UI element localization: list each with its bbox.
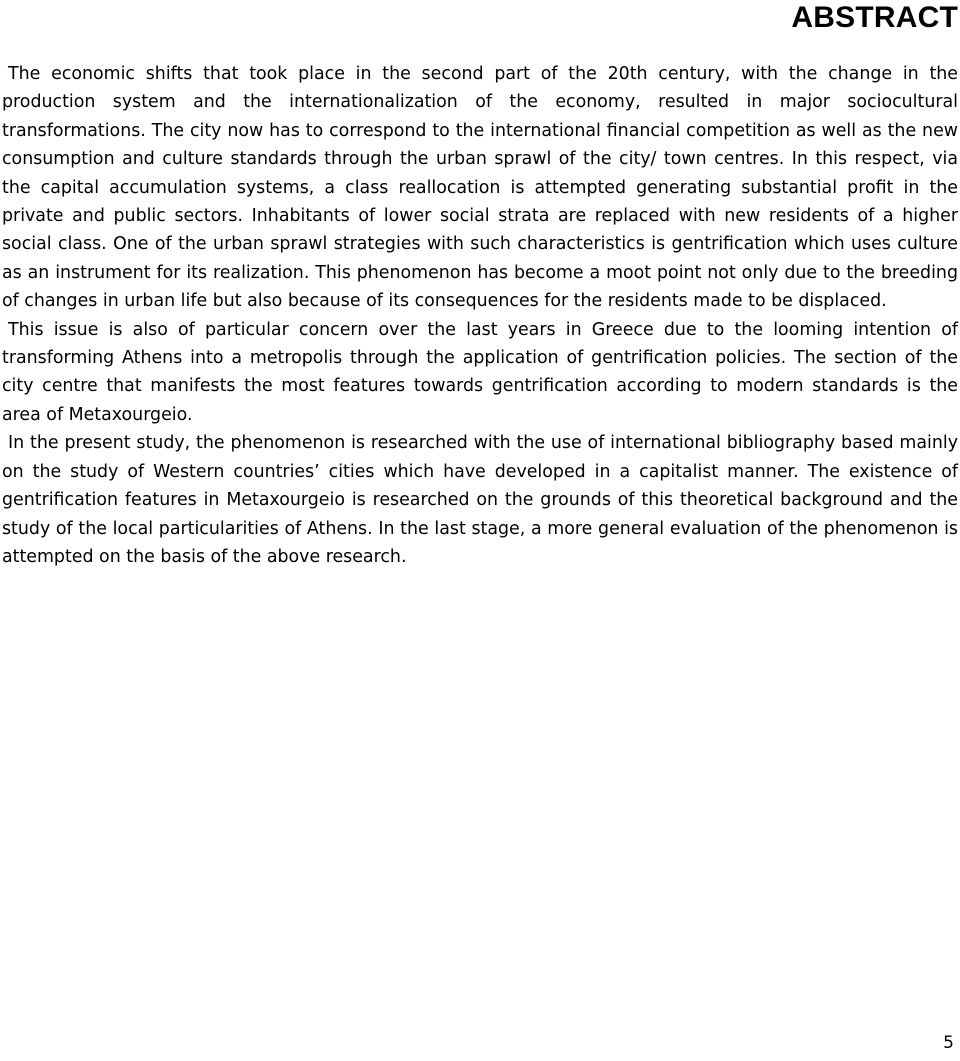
abstract-paragraph-3: In the present study, the phenomenon is researched with the use of international bibliography based mainly on the study of Western countries’ cities which have developed in a capitalist manner. The existence of gentrification features in Metaxourgeio is researched on the grounds of this theoretical background and the study of the local particularities of Athens. In the last stage, a more general evaluation of the phenomenon is attempted on the basis of the above research. <box>2 433 958 567</box>
abstract-body <box>2 60 958 571</box>
abstract-paragraph-2: This issue is also of particular concern over the last years in Greece due to the looming intention of transforming Athens into a metropolis through the application of gentrification policies. The section of the city centre that manifests the most features towards gentrification according to modern standards is the area of Metaxourgeio. <box>2 319 958 425</box>
abstract-paragraph-1: The economic shifts that took place in the second part of the 20th century, with the change in the production system and the internationalization of the economy, resulted in major sociocultural transformations. The city now has to correspond to the international financial competition as well as the new consumption and culture standards through the urban sprawl of the city/ town centres. In this respect, via the capital accumulation systems, a class reallocation is attempted generating substantial profit in the private and public sectors. Inhabitants of lower social strata are replaced with new residents of a higher social class. One of the urban sprawl strategies with such characteristics is gentrification which uses culture as an instrument for its realization. This phenomenon has become a moot point not only due to the breeding of changes in urban life but also because of its consequences for the residents made to be displaced. <box>2 64 958 312</box>
abstract-heading: ABSTRACT <box>791 1 958 34</box>
page-number: 5 <box>943 1033 954 1053</box>
